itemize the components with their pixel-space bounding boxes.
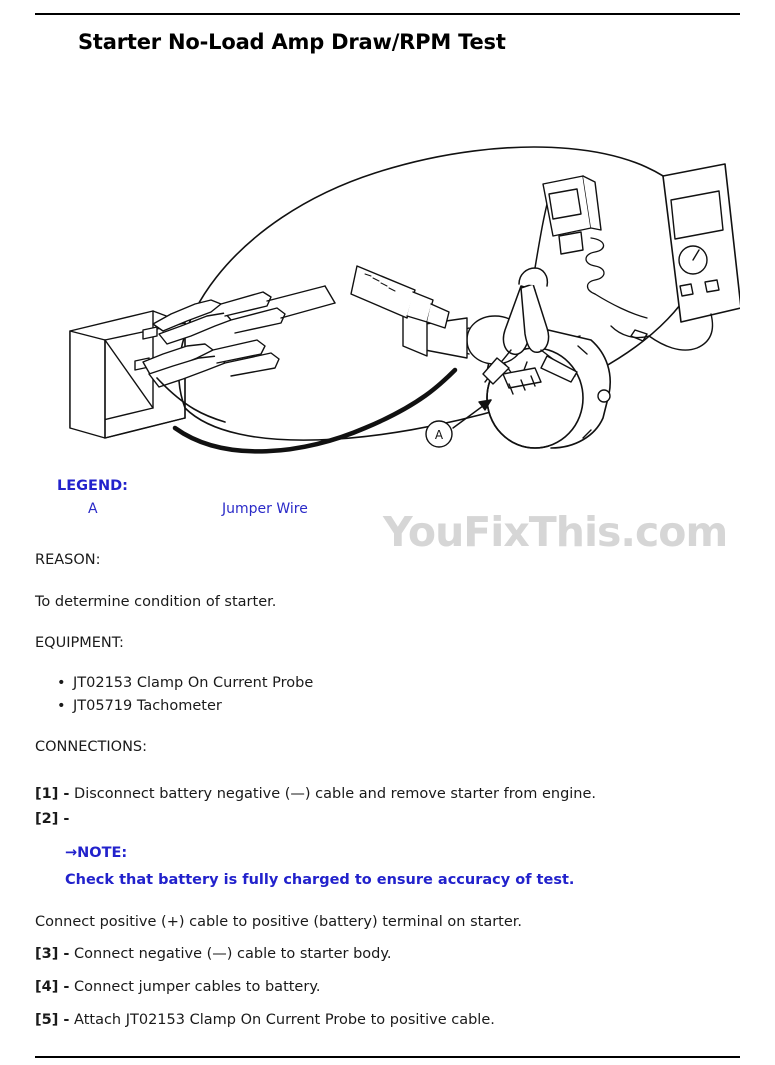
note-label: →NOTE: bbox=[65, 845, 128, 861]
step-number: [5] - bbox=[35, 1012, 70, 1028]
step-number: [3] - bbox=[35, 946, 70, 962]
tachometer-multimeter bbox=[611, 164, 740, 350]
figure-callout-a bbox=[426, 400, 491, 447]
step-number: [2] - bbox=[35, 811, 70, 827]
step-text: Disconnect battery negative (—) cable and remove starter from engine. bbox=[74, 786, 597, 802]
legend-key-a: A bbox=[88, 501, 98, 517]
top-divider bbox=[35, 13, 740, 15]
bullet-icon: • bbox=[57, 698, 66, 714]
equipment-item-text: JT02153 Clamp On Current Probe bbox=[73, 675, 314, 691]
connect-positive-text: Connect positive (+) cable to positive (battery) terminal on starter. bbox=[35, 914, 523, 930]
note-text: Check that battery is fully charged to ensure accuracy of test. bbox=[65, 872, 575, 888]
reason-label: REASON: bbox=[35, 552, 101, 568]
step-number: [4] - bbox=[35, 979, 70, 995]
watermark: YouFixThis.com bbox=[383, 508, 728, 556]
probe-head-module bbox=[543, 176, 647, 318]
step-text: Connect negative (—) cable to starter body. bbox=[74, 946, 392, 962]
page-title: Starter No-Load Amp Draw/RPM Test bbox=[78, 30, 506, 54]
bottom-divider bbox=[35, 1056, 740, 1058]
bullet-icon: • bbox=[57, 675, 66, 691]
equipment-label: EQUIPMENT: bbox=[35, 635, 124, 651]
battery-clamps bbox=[143, 286, 335, 387]
step-2 bbox=[35, 811, 69, 827]
step-3 bbox=[35, 946, 392, 962]
equipment-list-item bbox=[57, 698, 222, 714]
step-4 bbox=[35, 979, 320, 995]
step-number: [1] - bbox=[35, 786, 70, 802]
figure-starter-test-diagram bbox=[35, 78, 740, 458]
step-text: Attach JT02153 Clamp On Current Probe to positive cable. bbox=[74, 1012, 495, 1028]
equipment-list-item bbox=[57, 675, 313, 691]
step-1 bbox=[35, 786, 596, 802]
legend-heading: LEGEND: bbox=[57, 478, 128, 494]
legend-value-a: Jumper Wire bbox=[222, 501, 308, 517]
connections-label: CONNECTIONS: bbox=[35, 739, 147, 755]
step-5 bbox=[35, 1012, 495, 1028]
step-text: Connect jumper cables to battery. bbox=[74, 979, 321, 995]
svg-text:A: A bbox=[434, 428, 444, 442]
equipment-item-text: JT05719 Tachometer bbox=[73, 698, 222, 714]
reason-text: To determine condition of starter. bbox=[35, 594, 277, 610]
